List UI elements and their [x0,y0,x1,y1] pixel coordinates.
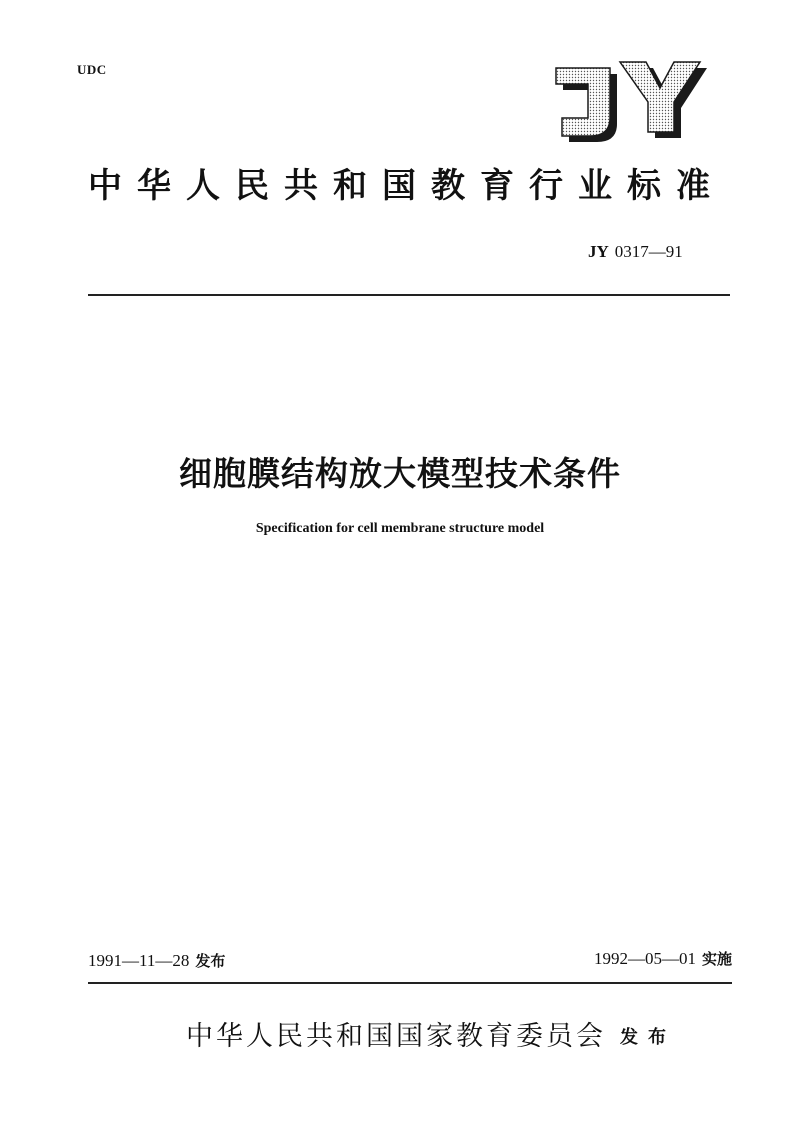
document-title: 细胞膜结构放大模型技术条件 [179,454,621,493]
standard-number-value: 0317—91 [614,242,683,261]
implementation-date [594,948,732,969]
bottom-divider [88,982,732,984]
issue-date-value: 1991—11—28 [88,951,190,970]
implementation-label: 实施 [701,950,732,968]
standard-category-title: 中华人民共和国教育行业标准 [88,166,725,206]
issue-date [88,950,225,971]
publisher: 中华人民共和国国家教育委员会 [186,1021,606,1052]
issue-label: 发布 [195,952,226,970]
implementation-date-value: 1992—05—01 [593,949,696,968]
document-subtitle: Specification for cell membrane structure model [255,521,545,536]
publisher-action: 发布 [620,1027,676,1048]
jy-logo [550,58,710,142]
top-divider [88,294,730,296]
standard-number-prefix: JY [588,242,609,261]
standard-number [588,242,683,262]
udc-label: UDC [77,62,107,77]
